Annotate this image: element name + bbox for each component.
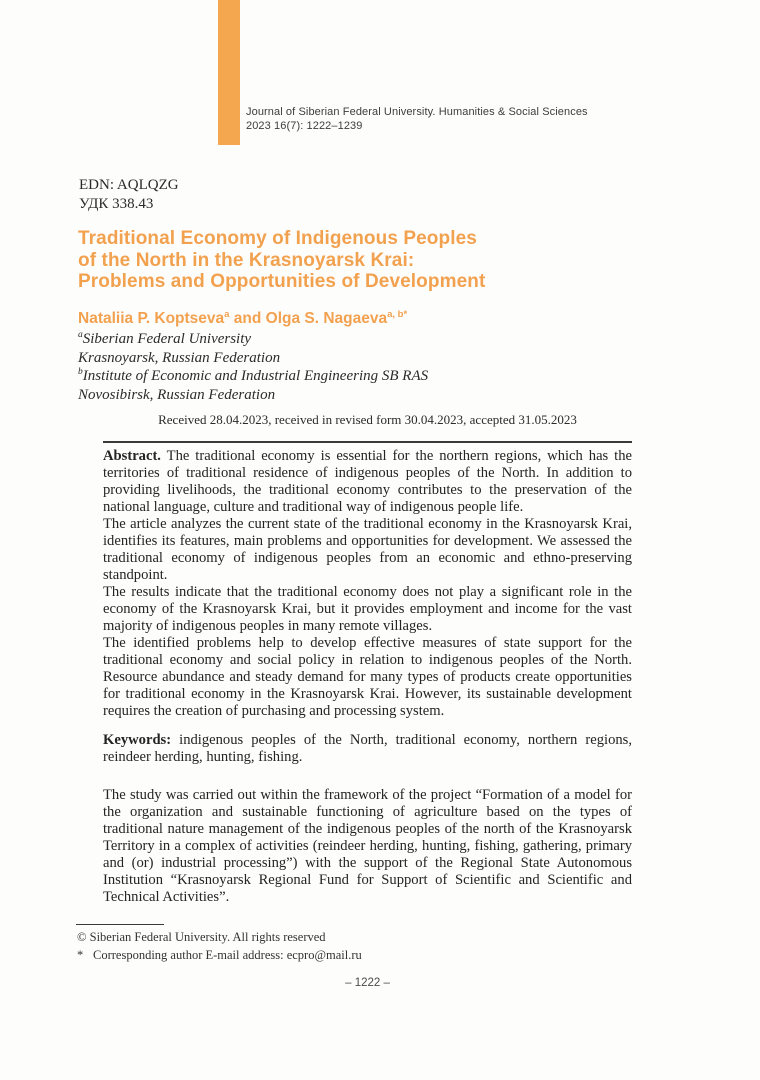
affiliation-text: Siberian Federal University: [82, 331, 252, 347]
author-1-affiliation-marker: a: [224, 308, 230, 320]
journal-brand-bar: [218, 0, 240, 145]
abstract-label: Abstract.: [103, 448, 161, 464]
page-number: – 1222 –: [345, 977, 390, 989]
keywords-text: indigenous peoples of the North, traditional economy, northern regions, reindeer herding, hunting, fishing.: [103, 732, 632, 765]
abstract-block: [103, 448, 632, 720]
page-title: [78, 228, 485, 293]
abstract-paragraph: The article analyzes the current state of the traditional economy in the Krasnoyarsk Krai, identifies its features, main problems and opportunities for development. We assessed the traditional economy of indigenous peoples from an economic and ethno-preserving standpoint.: [103, 516, 632, 583]
keywords-block: [103, 732, 632, 766]
keywords-label: Keywords:: [103, 732, 172, 748]
affiliation-text: Novosibirsk, Russian Federation: [78, 386, 276, 403]
affiliation-marker: a: [78, 330, 83, 340]
funding-block: [103, 787, 632, 906]
article-identifiers: [79, 176, 179, 214]
journal-name: Journal of Siberian Federal University. Humanities & Social Sciences: [246, 106, 588, 118]
edn-code: EDN: AQLQZG: [79, 177, 179, 193]
footnotes-block: [77, 929, 362, 964]
affiliation-text: Krasnoyarsk, Russian Federation: [78, 349, 281, 366]
affiliation-line: [78, 386, 428, 405]
title-line-2: of the North in the Krasnoyarsk Krai:: [78, 249, 415, 271]
corresponding-author-email: Corresponding author E-mail address: ecpro@mail.ru: [93, 947, 362, 962]
affiliations-block: [78, 330, 428, 404]
corresponding-author-line: [77, 947, 362, 965]
abstract-text: The traditional economy is essential for the northern regions, which has the territories of traditional residence of indigenous peoples of the North. In addition to providing livelihoods, the traditional economy contributes to the preservation of the national language, culture and traditional way of indigenous people life.: [103, 448, 633, 515]
title-line-1: Traditional Economy of Indigenous Peoples: [78, 228, 477, 249]
udc-code: УДК 338.43: [79, 196, 154, 212]
author-1-name: Nataliia P. Koptseva: [78, 310, 225, 327]
affiliation-line: [78, 367, 428, 386]
journal-header: [246, 105, 588, 133]
affiliation-marker: b: [78, 367, 83, 378]
abstract-paragraph: The identified problems help to develop effective measures of state support for the traditional economy and social policy in relation to indigenous peoples of the North. Resource abundance and steady demand for many types of products create opportunities for traditional economy in the Krasnoyarsk Krai. However, its sustainable development requires the creation of purchasing and processing system.: [103, 635, 632, 719]
author-2-name: Olga S. Nagaeva: [265, 310, 388, 327]
received-dates: Received 28.04.2023, received in revised form 30.04.2023, accepted 31.05.2023: [158, 412, 577, 427]
authors-connector: and: [229, 310, 266, 327]
affiliation-text: Institute of Economic and Industrial Engineering SB RAS: [82, 368, 429, 385]
footnote-divider-rule: [76, 924, 164, 925]
copyright-line: © Siberian Federal University. All rights reserved: [77, 930, 326, 944]
journal-issue-info: 2023 16(7): 1222–1239: [246, 120, 363, 132]
keywords-paragraph: [103, 732, 632, 766]
title-line-3: Problems and Opportunities of Development: [78, 271, 486, 292]
funding-paragraph: The study was carried out within the framework of the project “Formation of a model for the organization and sustainable functioning of agriculture based on the types of traditional nature management of the indigenous peoples of the north of the Krasnoyarsk Territory in a complex of activities (reindeer herding, hunting, fishing, gathering, primary and (or) industrial processing”) with the support of the Regional State Autonomous Institution “Krasnoyarsk Regional Fund for Support of Scientific and Scientific and Technical Activities”.: [103, 787, 632, 905]
abstract-divider-rule: [103, 441, 632, 443]
authors-line: [78, 310, 407, 328]
corresponding-author-marker: *: [77, 947, 84, 962]
author-2-affiliation-marker: a, b*: [387, 308, 408, 320]
affiliation-line: [78, 330, 428, 349]
affiliation-line: [78, 349, 428, 368]
abstract-paragraph: [103, 448, 632, 516]
abstract-paragraph: The results indicate that the traditional economy does not play a significant role in the economy of the Krasnoyarsk Krai, but it provides employment and income for the vast majority of indigenous peoples in many remote villages.: [103, 584, 632, 634]
